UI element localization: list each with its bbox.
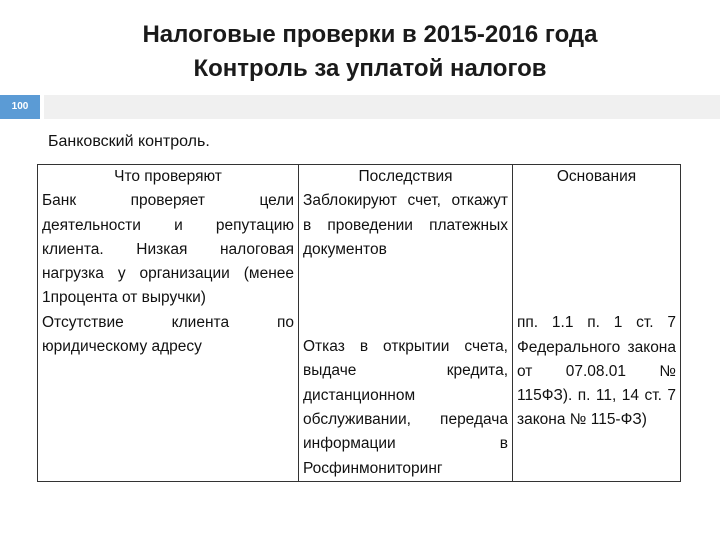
header-consequences: Последствия: [299, 165, 513, 190]
slide-number-band: [0, 95, 720, 119]
header-bar: [44, 95, 720, 119]
slide-number: 100: [0, 95, 40, 119]
title-line-1: Налоговые проверки в 2015-2016 года: [142, 21, 598, 48]
header-basis: Основания: [513, 165, 681, 190]
title-line-2: Контроль за уплатой налогов: [193, 55, 547, 82]
cell-consequences: [299, 189, 513, 481]
slide-title: [60, 18, 680, 86]
cell-basis: [513, 189, 681, 481]
table-row: [38, 189, 681, 481]
checked-item-2: Отсутствие клиента по юридическому адресу: [42, 313, 294, 356]
table-header-row: [38, 165, 681, 190]
header-checked: Что проверяют: [38, 165, 299, 190]
consequence-item-2: Отказ в открытии счета, выдаче кредита, дистанционном обслуживании, передача информации в Росфинмониторинг: [303, 338, 508, 477]
section-subtitle: Банковский контроль.: [48, 133, 210, 150]
checked-item-1: Банк проверяет цели деятельности и репутацию клиента. Низкая налоговая нагрузка у организации (менее 1процента от выручки): [42, 192, 294, 307]
control-table: [37, 164, 681, 482]
cell-checked: [38, 189, 299, 481]
consequence-item-1: Заблокируют счет, откажут в проведении платежных документов: [303, 192, 508, 258]
basis-text: пп. 1.1 п. 1 ст. 7 Федерального закона от 07.08.01 № 115ФЗ). п. 11, 14 ст. 7 закона № 115-ФЗ): [517, 314, 676, 429]
